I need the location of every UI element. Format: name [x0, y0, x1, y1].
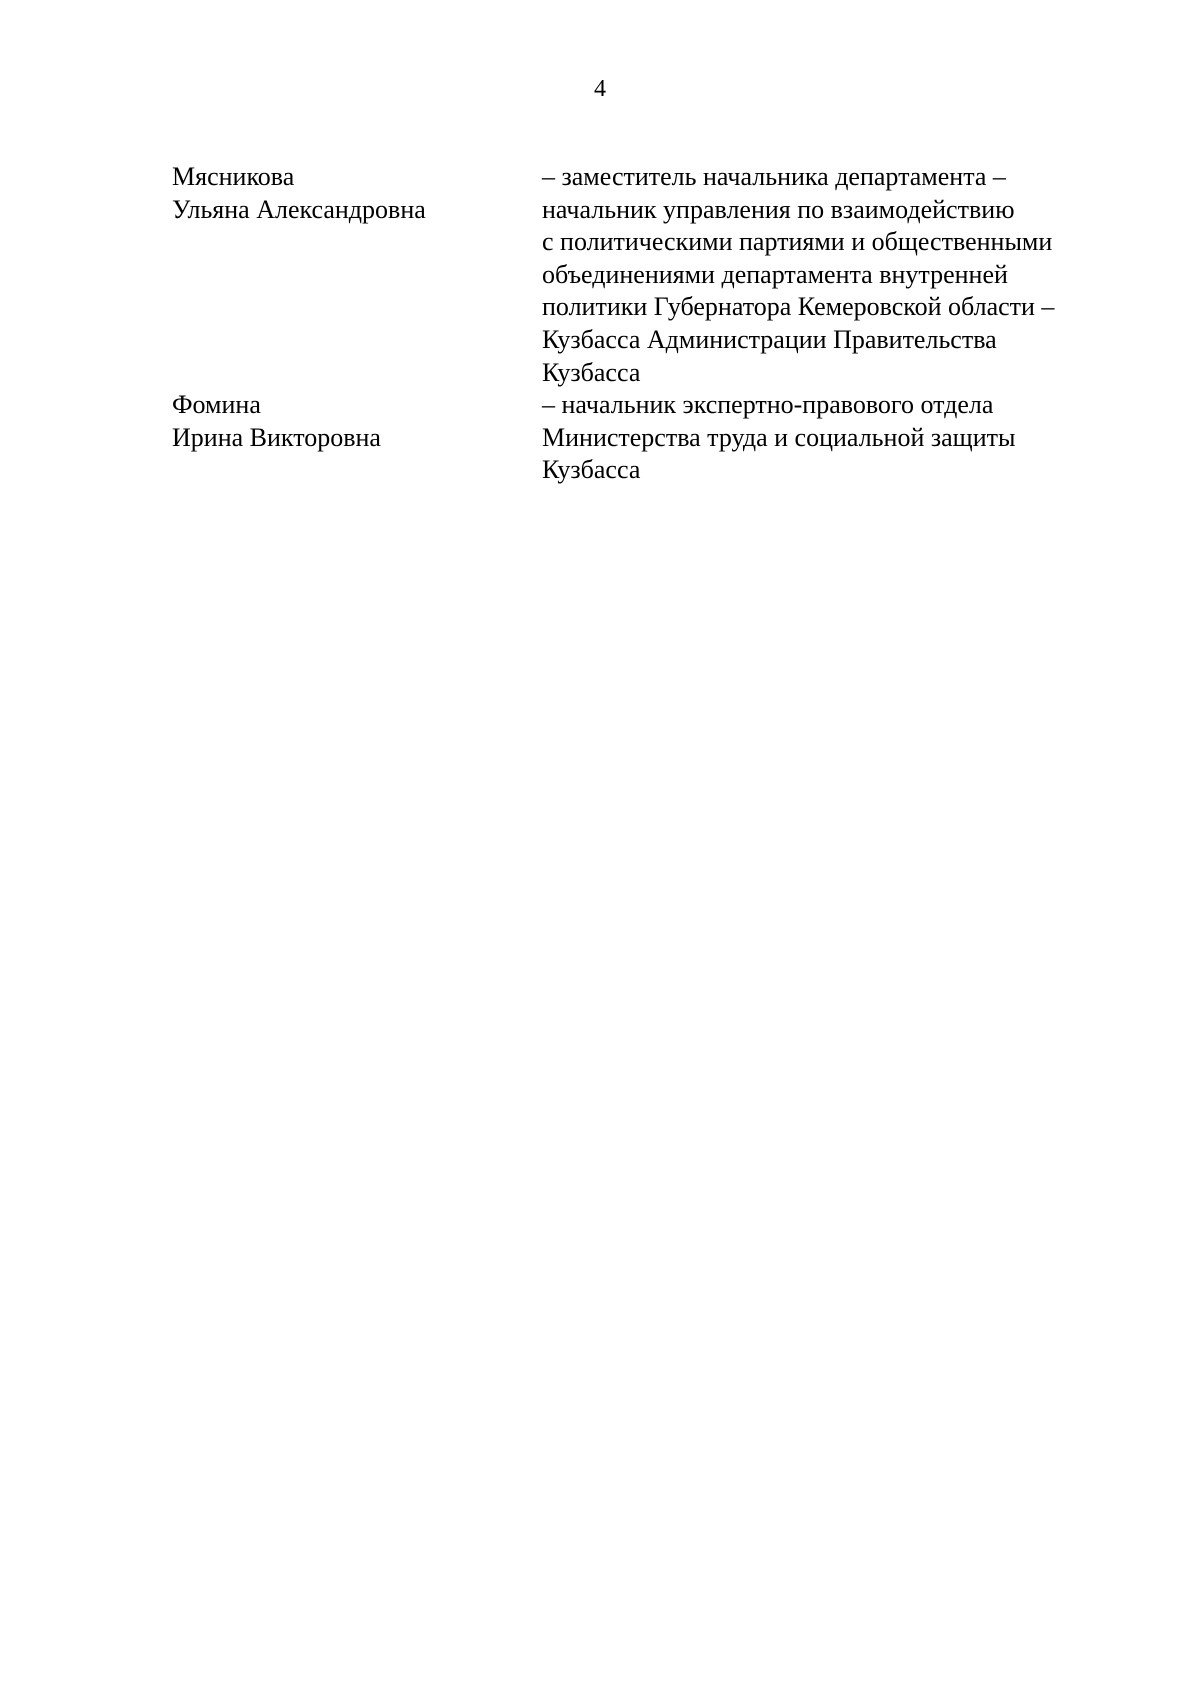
position-line: Кузбасса Администрации Правительства: [542, 324, 997, 354]
page-number: 4: [594, 76, 606, 102]
position-line: Кузбасса: [542, 357, 641, 387]
member-name: [172, 161, 542, 389]
member-position: [542, 389, 1132, 487]
member-position: [542, 161, 1132, 389]
member-entry-myasnikova: [172, 161, 1132, 389]
member-given-names: Ирина Викторовна: [172, 422, 381, 452]
position-line: – заместитель начальника департамента –: [542, 162, 1006, 191]
member-entry-fomina: [172, 389, 1132, 487]
position-line: Кузбасса: [542, 455, 641, 485]
member-name: [172, 389, 542, 487]
position-line: политики Губернатора Кемеровской области –: [542, 292, 1055, 322]
member-list: [172, 161, 1132, 487]
member-given-names: Ульяна Александровна: [172, 194, 426, 224]
position-line: – начальник экспертно-правового отдела: [542, 390, 994, 420]
member-surname: Мясникова: [172, 162, 295, 191]
position-line: объединениями департамента внутренней: [542, 259, 1008, 289]
position-line: начальник управления по взаимодействию: [542, 194, 1015, 224]
member-surname: Фомина: [172, 390, 261, 420]
position-line: с политическими партиями и общественными: [542, 227, 1053, 257]
position-line: Министерства труда и социальной защиты: [542, 422, 1016, 452]
